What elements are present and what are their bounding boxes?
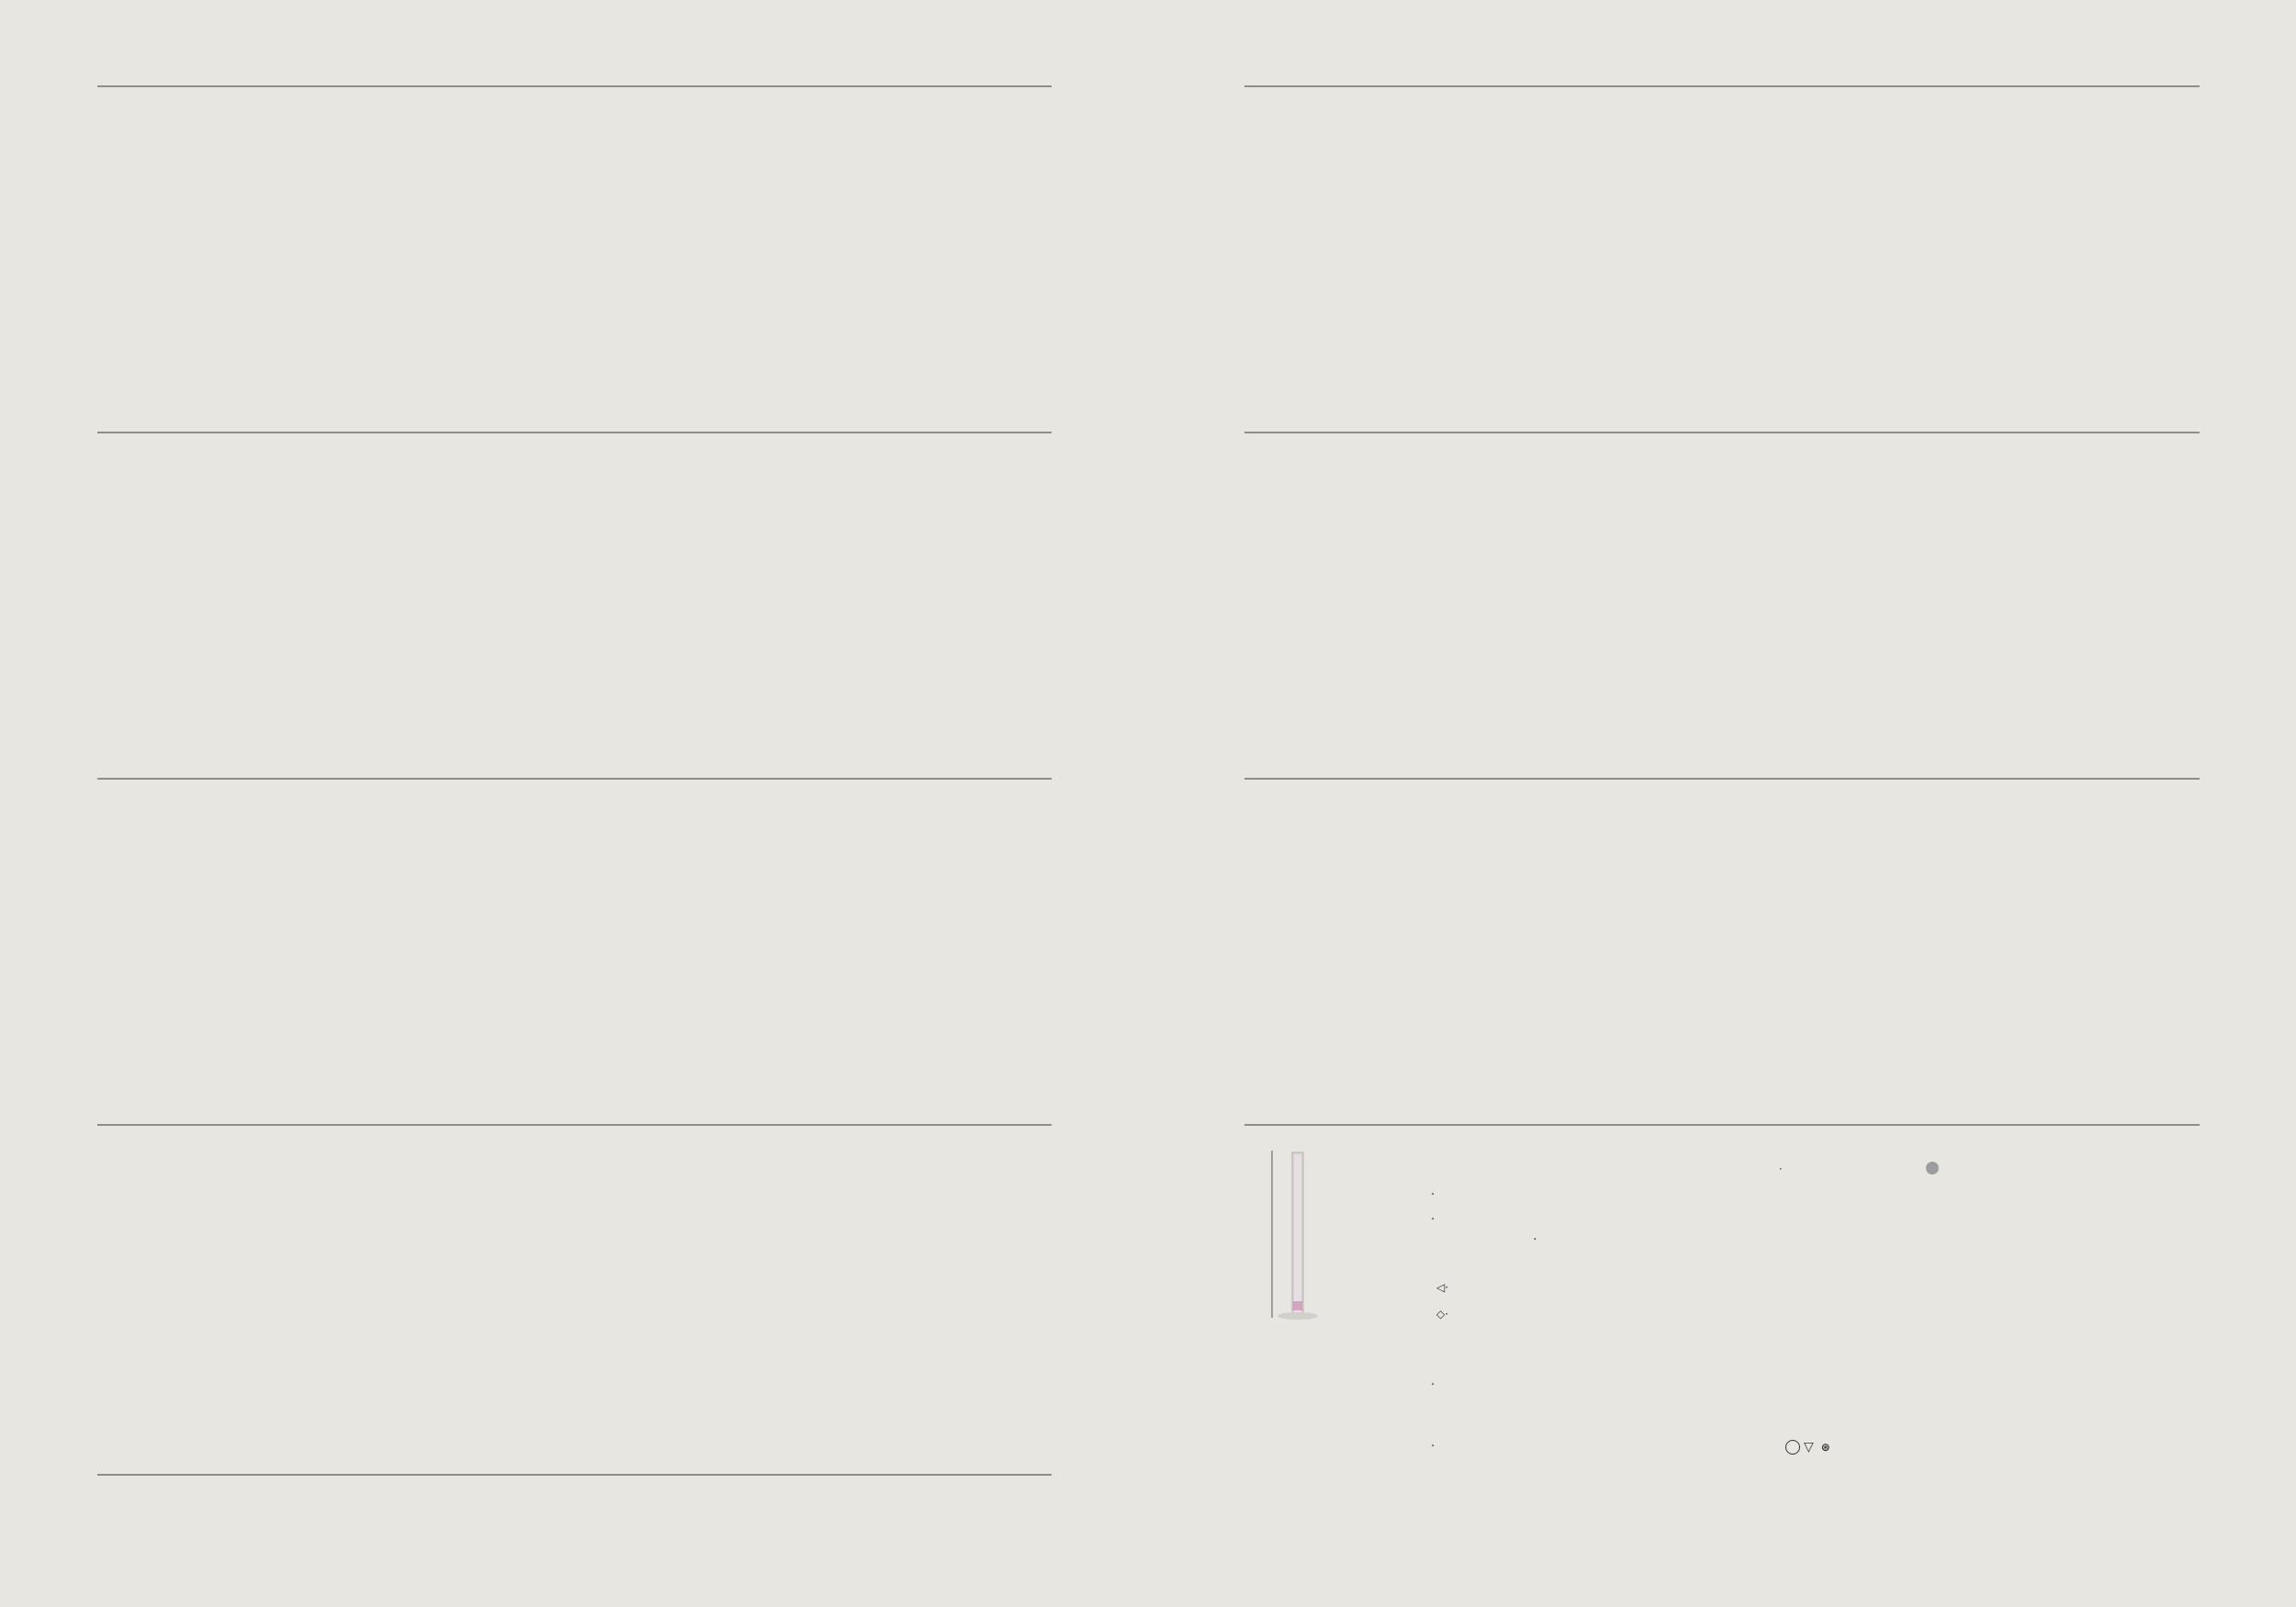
light-source: · xyxy=(1529,1232,1541,1247)
switch-icon: ◁· xyxy=(1436,1281,1449,1294)
power-line: · xyxy=(1431,1187,1439,1202)
rule xyxy=(1244,85,2200,87)
rule xyxy=(97,1474,1052,1476)
color-row xyxy=(1926,1160,1942,1179)
weight-line: · xyxy=(1431,1439,1439,1454)
material-label: · xyxy=(1431,1377,1435,1392)
rule xyxy=(97,778,1052,780)
stylos-floor-lamp-image xyxy=(1263,1147,1336,1331)
rule xyxy=(1244,1124,2200,1126)
rule xyxy=(1244,432,2200,433)
product-block-stylos xyxy=(1244,1127,2204,1476)
bulb-icon: ◇· xyxy=(1436,1308,1449,1320)
rule xyxy=(97,85,1052,87)
finish-row: · xyxy=(1779,1163,1783,1175)
silver-swatch xyxy=(1926,1162,1939,1174)
rule xyxy=(97,1124,1052,1126)
rule xyxy=(97,432,1052,433)
certifications xyxy=(1782,1440,1830,1455)
rule xyxy=(1244,778,2200,780)
earth-symbol-icon xyxy=(1785,1440,1800,1455)
dimmable-triangle-icon: ▽ xyxy=(1804,1440,1814,1455)
voltage-line: · xyxy=(1431,1212,1439,1227)
approval-mark-icon: ⊛ xyxy=(1820,1441,1830,1454)
